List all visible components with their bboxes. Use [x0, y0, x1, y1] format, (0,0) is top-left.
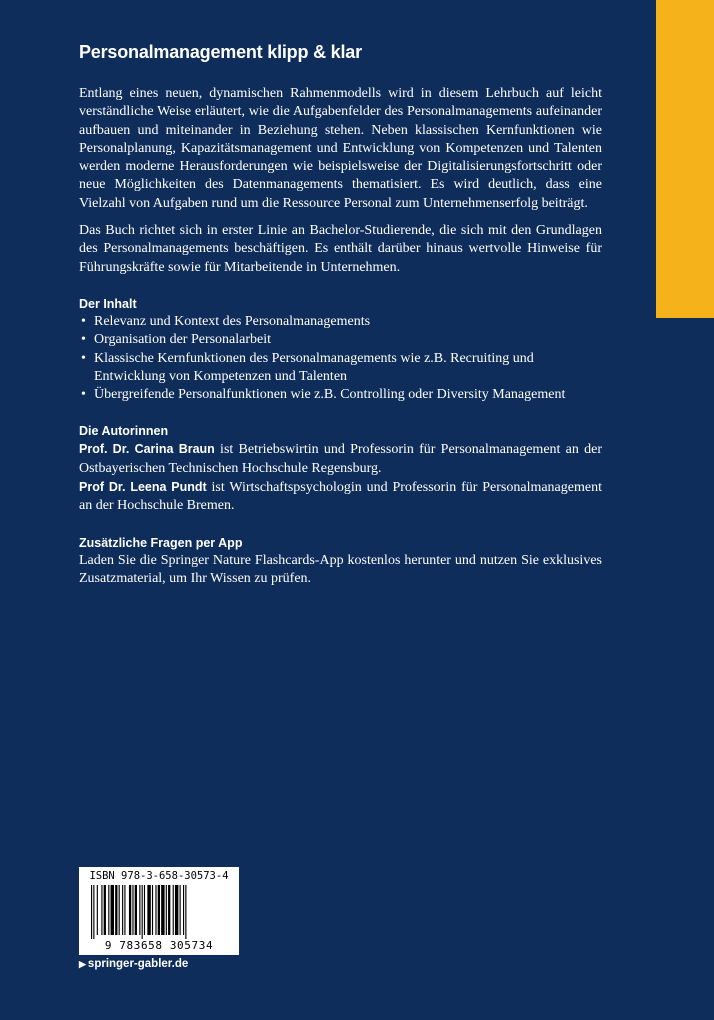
arrow-right-icon: ▶	[79, 959, 86, 969]
list-item: • Klassische Kernfunktionen des Personalmanagements wie z.B. Recruiting und Entwicklung von Kompetenzen und Talenten	[79, 350, 602, 387]
list-item: • Relevanz und Kontext des Personalmanagements	[79, 313, 602, 331]
back-cover-content	[79, 42, 602, 588]
contents-list	[79, 313, 602, 404]
author-bio: ist Wirtschaftspsychologin und Professorin für Personalmanagement an der Hochschule Bremen.	[79, 480, 602, 514]
book-title: Personalmanagement klipp & klar	[79, 42, 362, 62]
barcode-digits: 9 783658 305734	[104, 939, 214, 952]
barcode-icon	[91, 885, 227, 939]
author-name: Prof Dr. Leena Pundt	[79, 480, 207, 495]
author-entry	[79, 478, 602, 516]
isbn-barcode	[79, 867, 239, 955]
author-bio: ist Betriebswirtin und Professorin für Personalmanagement an der Ostbayerischen Technischen Hochschule Regensburg.	[79, 442, 602, 476]
authors-heading: Die Autorinnen	[79, 424, 169, 439]
author-entry	[79, 440, 602, 478]
list-item: • Übergreifende Personalfunktionen wie z.B. Controlling oder Diversity Management	[79, 386, 602, 404]
description-paragraph: Entlang eines neuen, dynamischen Rahmenmodells wird in diesem Lehrbuch auf leicht verständliche Weise erläutert, wie die Aufgabenfelder des Personalmanagements aufeinander aufbauen und miteinander in Beziehung stehen. Neben klassischen Kernfunktionen wie Personalplanung, Kapazitätsmanagement und Entwicklung von Kompetenzen und Talenten werden moderne Herausforderungen wie beispielsweise der Digitalisierungsfortschritt oder neue Möglichkeiten des Datenmanagements thematisiert. Es wird deutlich, dass eine Vielzahl von Aufgaben rund um die Ressource Personal zum Unternehmenserfolg beiträgt.	[79, 86, 602, 211]
contents-heading: Der Inhalt	[79, 296, 137, 311]
list-item: • Organisation der Personalarbeit	[79, 331, 602, 349]
audience-paragraph: Das Buch richtet sich in erster Linie an Bachelor-Studierende, die sich mit den Grundlagen des Personalmanagements beschäftigen. Es enthält darüber hinaus wertvolle Hinweise für Führungskräfte sowie für Mitarbeitende in Unternehmen.	[79, 223, 602, 275]
publisher-website[interactable]	[79, 958, 188, 970]
author-name: Prof. Dr. Carina Braun	[79, 442, 215, 457]
isbn-label: ISBN 978-3-658-30573-4	[89, 870, 229, 882]
app-text: Laden Sie die Springer Nature Flashcards-App kostenlos herunter und nutzen Sie exklusives Zusatzmaterial, um Ihr Wissen zu prüfen.	[79, 552, 602, 586]
app-heading: Zusätzliche Fragen per App	[79, 535, 243, 550]
accent-bar	[656, 0, 714, 318]
website-link[interactable]: springer-gabler.de	[87, 958, 189, 970]
